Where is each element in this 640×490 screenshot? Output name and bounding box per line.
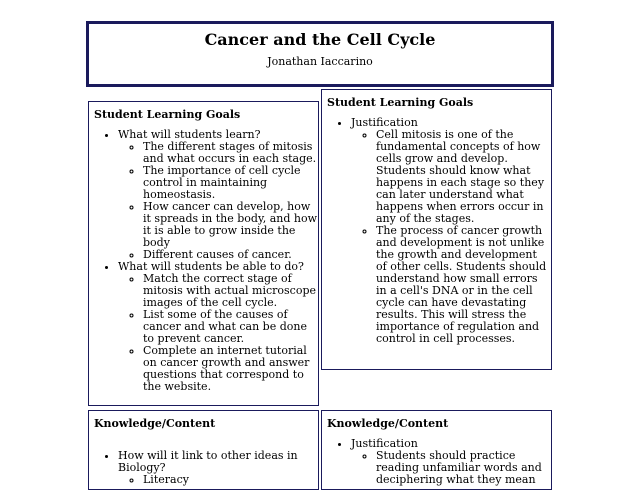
list-item: ◦ List some of the causes of cancer and what can be done to prevent cancer.	[143, 309, 318, 345]
question-text: How will it link to other ideas in Biology?	[118, 449, 298, 474]
justification-label: Justification	[351, 116, 418, 129]
list-item: ◦ Match the correct stage of mitosis with actual microscope images of the cell cycle.	[143, 273, 318, 309]
sub-list	[351, 450, 551, 486]
list-item: ◦ Literacy	[143, 474, 318, 486]
list-item: ◦ The process of cancer growth and development is not unlike the growth and development of other cells. Students should understand how small errors in a cell's DNA or in the cell cycle can have devastating results. This will stress the importance of regulation and control in cell processes.	[376, 225, 551, 345]
bullet-list	[322, 117, 551, 345]
sub-list	[118, 474, 318, 486]
list-item: ◦ Students should practice reading unfamiliar words and deciphering what they mean	[376, 450, 551, 486]
list-item	[118, 450, 318, 486]
list-item	[118, 261, 318, 393]
box-heading: Student Learning Goals	[327, 96, 474, 109]
justification-label: Justification	[351, 437, 418, 450]
list-item: ◦ Complete an internet tutorial on cancer growth and answer questions that correspond to the website.	[143, 345, 318, 393]
list-item: ◦ Cell mitosis is one of the fundamental concepts of how cells grow and develop. Students should know what happens in each stage so they can later understand what happens when errors occur in any of the stages.	[376, 129, 551, 225]
question-text: What will students be able to do?	[118, 260, 304, 273]
knowledge-content-box	[88, 410, 319, 490]
list-item	[118, 129, 318, 261]
bullet-list	[322, 438, 551, 486]
list-item: ◦ The different stages of mitosis and what occurs in each stage.	[143, 141, 318, 165]
list-item: ◦ How cancer can develop, how it spreads in the body, and how it is able to grow inside the body	[143, 201, 318, 249]
sub-list	[118, 141, 318, 261]
title-box	[86, 21, 554, 87]
document-title: Cancer and the Cell Cycle	[204, 30, 436, 49]
sub-list	[118, 273, 318, 393]
box-heading: Knowledge/Content	[94, 417, 216, 430]
list-item	[351, 117, 551, 345]
bullet-list	[89, 129, 318, 393]
sub-list	[351, 129, 551, 345]
student-learning-goals-box	[88, 101, 319, 406]
box-heading: Student Learning Goals	[94, 108, 241, 121]
box-heading: Knowledge/Content	[327, 417, 449, 430]
question-text: What will students learn?	[118, 128, 261, 141]
student-learning-goals-justification-box	[321, 89, 552, 370]
list-item: ◦ The importance of cell cycle control in maintaining homeostasis.	[143, 165, 318, 201]
bullet-list	[89, 450, 318, 486]
list-item	[351, 438, 551, 486]
list-item: ◦ Different causes of cancer.	[143, 249, 318, 261]
knowledge-content-justification-box	[321, 410, 552, 490]
document-author: Jonathan Iaccarino	[267, 55, 373, 68]
